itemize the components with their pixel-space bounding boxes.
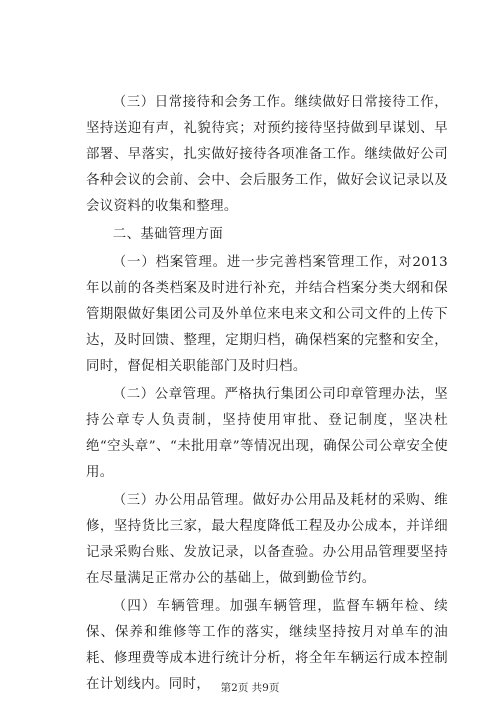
section-heading-basic-management: 二、基础管理方面	[112, 227, 224, 242]
document-body	[86, 90, 448, 700]
page-number-footer: 第2页 共9页	[220, 682, 280, 694]
paragraph-office-supplies: （三）办公用品管理。做好办公用品及耗材的采购、维修，坚持货比三家，最大程度降低工程及办公成本，并详细记录采购台账、发放记录，以备查验。办公用品管理要坚持在尽量满足正常办公的基础上，做到勤俭节约。	[86, 493, 448, 586]
paragraph-seal-management: （二）公章管理。严格执行集团公司印章管理办法，坚持公章专人负责制，坚持使用审批、登记制度，坚决杜绝“空头章”、“未批用章”等情况出现，确保公司公章安全使用。	[86, 387, 448, 480]
paragraph-reception-meetings: （三）日常接待和会务工作。继续做好日常接待工作，坚持送迎有声，礼貌待宾；对预约接待坚持做到早谋划、早部署、早落实，扎实做好接待各项准备工作。继续做好公司各种会议的会前、会中、会后服务工作，做好会议记录以及会议资料的收集和整理。	[86, 95, 448, 214]
paragraph-vehicle-management: （四）车辆管理。加强车辆管理，监督车辆年检、续保、保养和维修等工作的落实，继续坚持按月对单车的油耗、修理费等成本进行统计分析，将全年车辆运行成本控制在计划线内。同时，	[86, 599, 448, 692]
paragraph-archive-management: （一）档案管理。进一步完善档案管理工作，对2013年以前的各类档案及时进行补充，并结合档案分类大纲和保管期限做好集团公司及外单位来电来文和公司文件的上传下达，及时回馈、整理，定期归档，确保档案的完整和安全，同时，督促相关职能部门及时归档。	[86, 255, 448, 374]
